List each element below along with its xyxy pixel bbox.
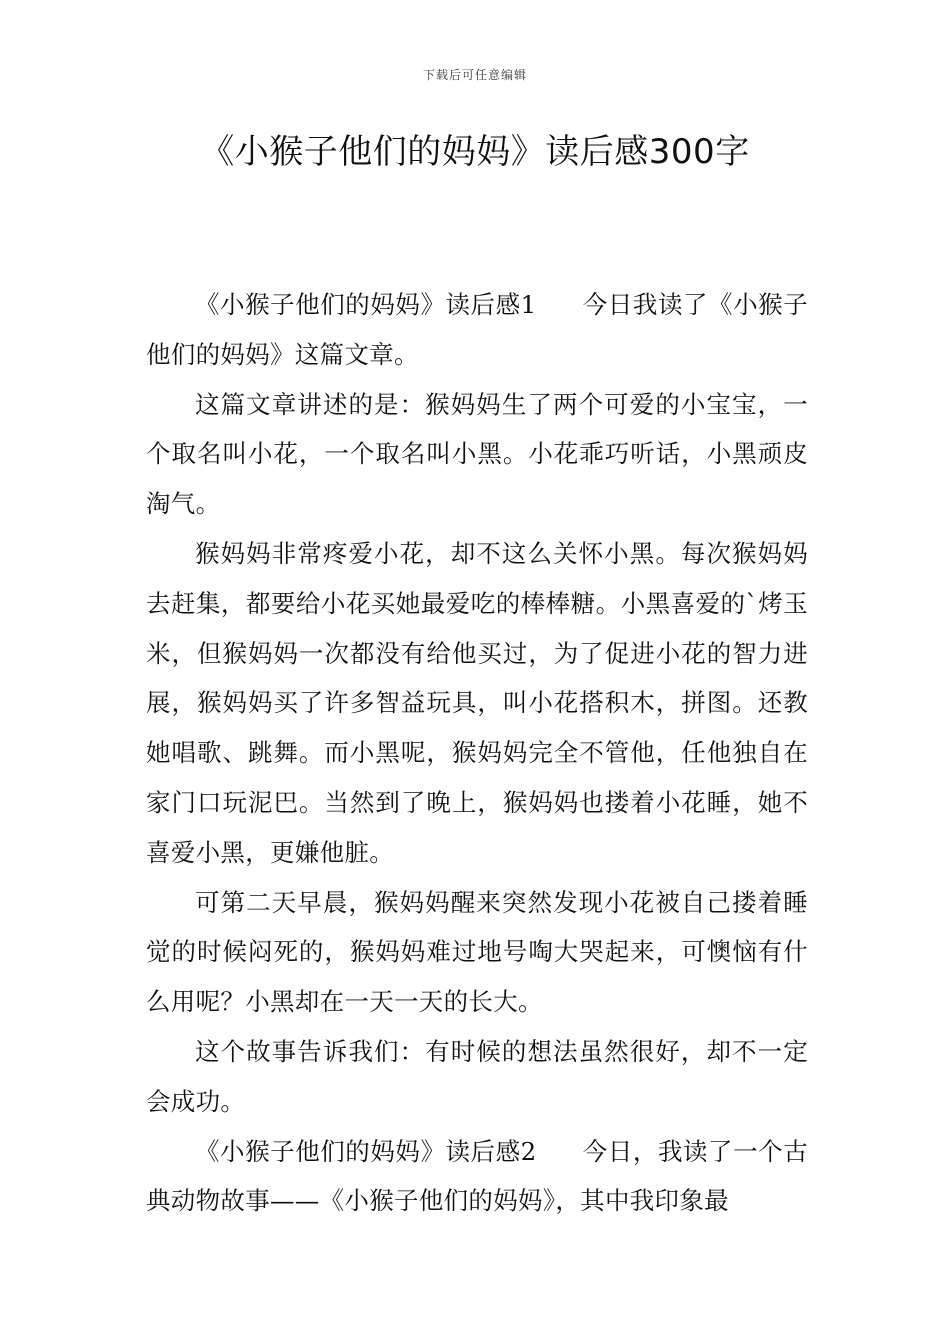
paragraph-text: 可第二天早晨，猴妈妈醒来突然发现小花被自己搂着睡觉的时候闷死的，猴妈妈难过地号啕大哭起来，可懊恼有什么用呢？小黑却在一天一天的长大。 xyxy=(146,887,808,1017)
paragraph-text: 猴妈妈非常疼爱小花，却不这么关怀小黑。每次猴妈妈去赶集，都要给小花买她最爱吃的棒棒糖。小黑喜爱的`烤玉米，但猴妈妈一次都没有给他买过，为了促进小花的智力进展，猴妈妈买了许多智益玩具，叫小花搭积木，拼图。还教她唱歌、跳舞。而小黑呢，猴妈妈完全不管他，任他独自在家门口玩泥巴。当然到了晚上，猴妈妈也搂着小花睡，她不喜爱小黑，更嫌他脏。 xyxy=(146,538,808,867)
paragraph-text: 这篇文章讲述的是：猴妈妈生了两个可爱的小宝宝，一个取名叫小花，一个取名叫小黑。小花乖巧听话，小黑顽皮淘气。 xyxy=(146,389,808,519)
document-title: 《小猴子他们的妈妈》读后感300字 xyxy=(200,132,750,172)
document-body xyxy=(146,280,808,1226)
paragraph-3 xyxy=(146,529,808,878)
paragraph-text: 这个故事告诉我们：有时候的想法虽然很好，却不一定会成功。 xyxy=(146,1036,808,1116)
paragraph-2 xyxy=(146,380,808,529)
paragraph-4 xyxy=(146,878,808,1027)
header-note: 下载后可任意编辑 xyxy=(422,68,527,82)
essay-heading-2: 《小猴子他们的妈妈》读后感2 xyxy=(195,1136,537,1166)
paragraph-text: 今日我读了《小猴子他们的妈妈》这篇文章。 xyxy=(146,290,808,369)
paragraph-5 xyxy=(146,1027,808,1127)
paragraph-text: 今日，我读了一个古典动物故事——《小猴子他们的妈妈》，其中我印象最 xyxy=(146,1136,808,1216)
paragraph-1 xyxy=(146,280,808,380)
paragraph-6 xyxy=(146,1127,808,1227)
essay-heading-1: 《小猴子他们的妈妈》读后感1 xyxy=(195,290,537,319)
